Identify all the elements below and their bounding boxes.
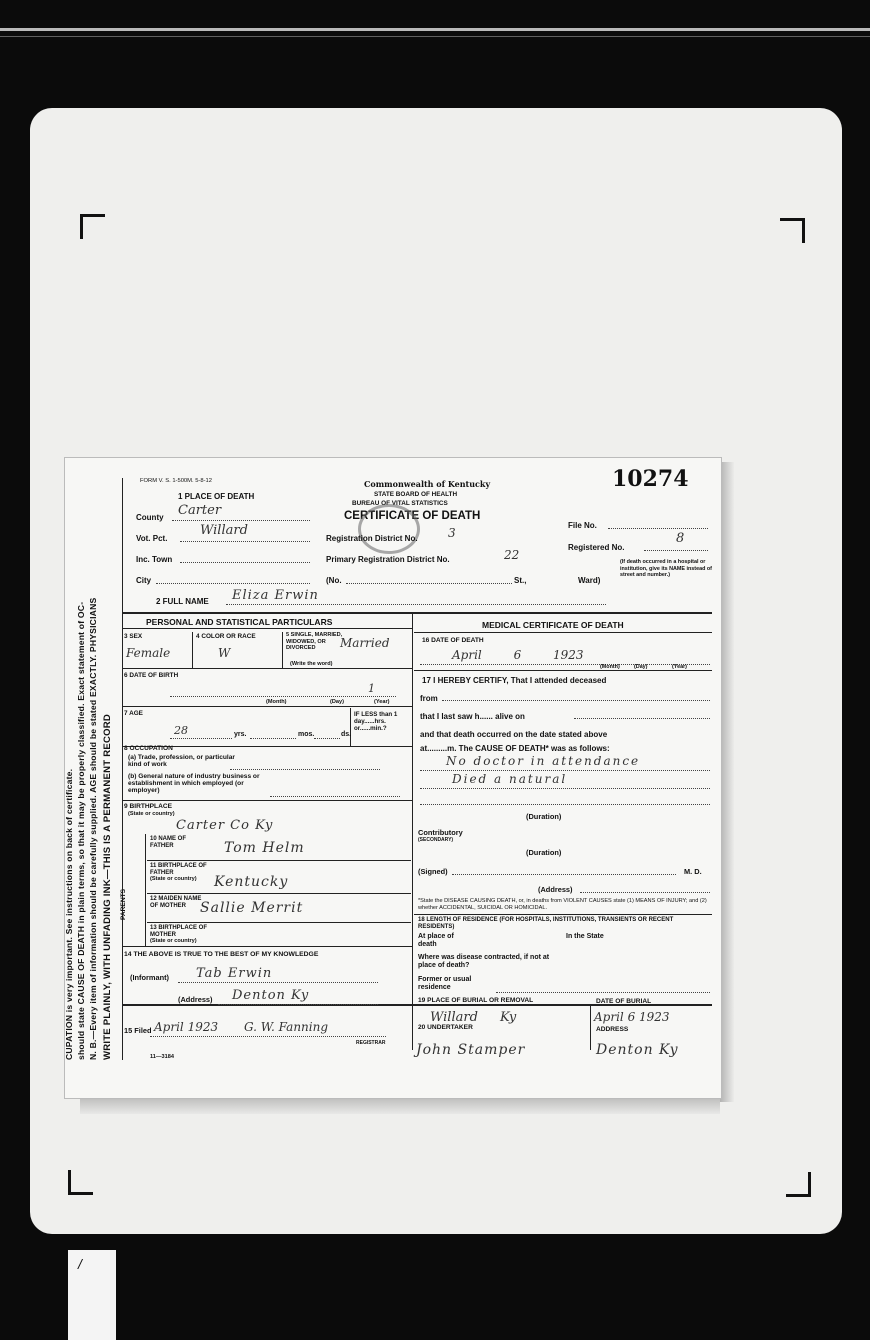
burial-place-label: 19 PLACE OF BURIAL OR REMOVAL: [418, 997, 534, 1004]
father-name-value: Tom Helm: [224, 840, 305, 856]
rule: [282, 632, 283, 668]
age-label: 7 AGE: [124, 710, 143, 717]
at-place-label: At place of death: [418, 933, 454, 948]
occupation-label: 8 OCCUPATION: [124, 745, 173, 752]
age-yrs-label: yrs.: [234, 731, 247, 738]
birthplace-value: Carter Co Ky: [176, 818, 274, 833]
vot-pct-value: Willard: [200, 523, 248, 538]
informant-address-value: Denton Ky: [232, 988, 310, 1003]
attended-from-label: from: [420, 694, 438, 703]
rule: [122, 946, 412, 947]
color-label: 4 COLOR OR RACE: [196, 633, 256, 640]
parents-label: PARENTS: [120, 888, 127, 920]
physician-address-line: [580, 884, 710, 893]
cause-of-death-label: at.........m. The CAUSE OF DEATH* was as follows:: [420, 744, 610, 753]
rule: [147, 893, 411, 894]
birthplace-label: 9 BIRTHPLACE: [124, 803, 172, 810]
informant-address-line: [218, 996, 378, 1005]
registration-district-value: 3: [448, 526, 456, 540]
full-name-label: 2 FULL NAME: [156, 597, 209, 606]
rule: [414, 670, 712, 671]
date-of-death-label: 16 DATE OF DEATH: [422, 637, 484, 644]
form-number: FORM V. S. 1-500M. 5-8-12: [140, 478, 212, 484]
frame-tag: [68, 1250, 116, 1340]
if-less-label: IF LESS than 1 day......hrs. or......min.?: [354, 711, 398, 732]
dob-day-label: (Day): [330, 699, 344, 705]
inc-town-line: [180, 551, 310, 563]
registration-stamp: [358, 504, 420, 554]
sidebar-line-3: should state CAUSE OF DEATH in plain terms, so that it may be properly classified. Exact statement of OC-: [76, 601, 86, 1060]
father-birthplace-label: 11 BIRTHPLACE OF FATHER: [150, 863, 207, 876]
dob-line: [170, 688, 396, 697]
marital-note: (Write the word): [290, 661, 333, 667]
crop-mark-bottom-left: [68, 1170, 93, 1195]
sex-label: 3 SEX: [124, 633, 143, 640]
place-of-death-heading: 1 PLACE OF DEATH: [178, 492, 255, 501]
file-no-line: [608, 517, 708, 529]
rule: [147, 860, 411, 861]
contributory-label: Contributory: [418, 828, 463, 837]
inc-town-label: Inc. Town: [136, 555, 173, 564]
occurred-statement: and that death occurred on the date stated above: [420, 730, 608, 739]
truth-statement: 14 THE ABOVE IS TRUE TO THE BEST OF MY KNOWLEDGE: [124, 951, 319, 958]
disease-contracted-label: Where was disease contracted, if not at place of death?: [418, 954, 550, 969]
registered-no-value: 8: [676, 531, 685, 546]
cause-footnote: *State the DISEASE CAUSING DEATH, or, in deaths from VIOLENT CAUSES state (1) MEANS OF INJURY; and (2) whether ACCIDENTAL, SUICIDAL OR HOMICIDAL.: [418, 898, 707, 911]
rule: [420, 782, 710, 789]
filed-line: [150, 1028, 386, 1037]
last-saw-label: that I last saw h...... alive on: [420, 712, 525, 721]
burial-place-value: Willard Ky: [430, 1010, 517, 1025]
scan-edge-line-secondary: [0, 36, 870, 37]
residence-label: 18 LENGTH OF RESIDENCE (FOR HOSPITALS, INSTITUTIONS, TRANSIENTS OR RECENT RESIDENTS): [418, 917, 674, 930]
dod-day-label: (Day): [634, 664, 648, 670]
bureau-heading: BUREAU OF VITAL STATISTICS: [352, 500, 448, 507]
date-of-death-line: [420, 658, 710, 665]
dod-month-label: (Month): [600, 664, 620, 670]
hospital-note: (If death occurred in a hospital or institution, give its NAME instead of street and number.): [620, 559, 712, 579]
dob-year-label: (Year): [374, 699, 390, 705]
mother-name-label: 12 MAIDEN NAME OF MOTHER: [150, 896, 202, 909]
undertaker-address-value: Denton Ky: [596, 1042, 679, 1058]
signed-label: (Signed): [418, 867, 448, 876]
personal-section-heading: PERSONAL AND STATISTICAL PARTICULARS: [146, 617, 333, 627]
primary-district-label: Primary Registration District No.: [326, 555, 450, 564]
age-days-line: [314, 732, 340, 739]
duration-label-2: (Duration): [526, 848, 562, 857]
undertaker-value: John Stamper: [416, 1042, 526, 1058]
sidebar-line-1: WRITE PLAINLY, WITH UNFADING INK—THIS IS A PERMANENT RECORD: [102, 714, 113, 1060]
certificate-title: CERTIFICATE OF DEATH: [344, 510, 481, 522]
page-shadow-bottom: [80, 1096, 720, 1114]
burial-date-label: DATE OF BURIAL: [596, 998, 652, 1005]
last-saw-line: [574, 710, 710, 719]
rule: [350, 708, 351, 746]
rule: [122, 668, 412, 669]
form-footer-number: 11—3184: [150, 1054, 174, 1060]
occupation-a-label: (a) Trade, profession, or particular kind of work: [128, 754, 235, 768]
county-value: Carter: [178, 503, 222, 518]
rule: [147, 922, 411, 923]
father-birthplace-value: Kentucky: [214, 874, 289, 890]
mother-birthplace-note: (State or country): [150, 938, 197, 944]
file-no-label: File No.: [568, 521, 597, 530]
burial-date-value: April 6 1923: [594, 1010, 670, 1024]
primary-district-value: 22: [504, 548, 520, 562]
former-residence-label: Former or usual residence: [418, 976, 472, 991]
undertaker-label: 20 UNDERTAKER: [418, 1024, 473, 1031]
age-mos-label: mos.: [298, 731, 315, 738]
informant-line: [178, 974, 378, 983]
registration-district-label: Registration District No.: [326, 534, 418, 543]
full-name-value: Eliza Erwin: [232, 588, 319, 603]
street-no-label: (No.: [326, 576, 342, 585]
informant-value: Tab Erwin: [196, 966, 273, 981]
birthplace-note: (State or country): [128, 811, 175, 817]
cause-of-death-line-2: Died a natural: [452, 772, 568, 786]
age-ds-label: ds.: [341, 731, 352, 738]
occupation-b-line: [270, 790, 400, 797]
crop-mark-bottom-right: [786, 1172, 811, 1197]
dob-label: 6 DATE OF BIRTH: [124, 672, 179, 679]
sidebar-line-2: N. B.—Every item of information should be carefully supplied. AGE should be stated EXACTLY. PHYSICIANS: [88, 597, 98, 1060]
board-heading: STATE BOARD OF HEALTH: [374, 491, 458, 498]
form-border-left: [122, 478, 123, 1060]
in-state-label: In the State: [566, 933, 604, 940]
informant-address-label: (Address): [178, 995, 213, 1004]
dod-year-label: (Year): [672, 664, 687, 670]
page-shadow-right: [720, 462, 734, 1102]
secondary-label: (SECONDARY): [418, 837, 454, 843]
father-name-label: 10 NAME OF FATHER: [150, 836, 187, 849]
rule: [122, 800, 412, 801]
column-divider: [412, 614, 413, 1050]
street-line: [346, 572, 512, 584]
crop-mark-top-left: [80, 214, 105, 239]
rule: [192, 632, 193, 668]
medical-section-heading: MEDICAL CERTIFICATE OF DEATH: [482, 620, 624, 630]
frame-tag-label: /: [78, 1256, 82, 1272]
rule: [420, 798, 710, 805]
age-months-line: [250, 732, 296, 739]
certificate-number: 10274: [612, 466, 689, 492]
sidebar-line-4: CUPATION is very important. See instructions on back of certificate.: [64, 768, 74, 1060]
city-line: [156, 572, 310, 584]
filed-label: 15 Filed: [124, 1026, 152, 1035]
section-divider: [122, 612, 712, 614]
vot-pct-label: Vot. Pct.: [136, 534, 168, 543]
instruction-sidebar: [60, 470, 120, 1060]
scan-edge-line: [0, 28, 870, 31]
occupation-b-label: (b) General nature of industry business or establishment in which employed (or employer): [128, 773, 260, 794]
age-years-line: [170, 732, 232, 739]
physician-address-label: (Address): [538, 885, 573, 894]
signed-line: [452, 866, 676, 875]
former-residence-line: [496, 986, 710, 993]
registrar-label: REGISTRAR: [356, 1040, 386, 1046]
city-label: City: [136, 576, 152, 585]
crop-mark-top-right: [780, 218, 805, 243]
rule: [590, 1006, 591, 1050]
commonwealth-heading: Commonwealth of Kentucky: [364, 479, 491, 489]
informant-label: (Informant): [130, 973, 169, 982]
rule: [145, 834, 146, 946]
registered-no-label: Registered No.: [568, 543, 625, 552]
undertaker-address-label: ADDRESS: [596, 1026, 629, 1033]
duration-label-1: (Duration): [526, 812, 562, 821]
rule: [414, 632, 712, 633]
street-label: St.,: [514, 576, 527, 585]
attended-line: [442, 692, 710, 701]
county-label: County: [136, 513, 164, 522]
rule: [122, 706, 412, 707]
father-birthplace-note: (State or country): [150, 876, 197, 882]
rule: [420, 764, 710, 771]
date-of-death-value: April 6 1923: [452, 648, 584, 662]
mother-name-value: Sallie Merrit: [200, 900, 304, 916]
color-value: W: [218, 646, 231, 660]
rule: [122, 628, 412, 629]
dob-month-label: (Month): [266, 699, 287, 705]
occupation-a-line: [230, 763, 380, 770]
cause-of-death-line-1: No doctor in attendance: [446, 754, 641, 768]
registrar-signature: G. W. Fanning: [244, 1020, 329, 1034]
certify-statement: 17 I HEREBY CERTIFY, That I attended deceased: [422, 676, 607, 685]
ward-label: Ward): [578, 576, 601, 585]
age-value: 28: [174, 724, 188, 737]
mother-birthplace-label: 13 BIRTHPLACE OF MOTHER: [150, 925, 208, 938]
sex-value: Female: [126, 646, 171, 660]
md-label: M. D.: [684, 867, 702, 876]
marital-label: 5 SINGLE, MARRIED, WIDOWED, OR DIVORCED: [286, 632, 343, 652]
rule: [414, 914, 712, 915]
marital-value: Married: [340, 636, 390, 650]
filed-value: April 1923: [154, 1020, 219, 1034]
